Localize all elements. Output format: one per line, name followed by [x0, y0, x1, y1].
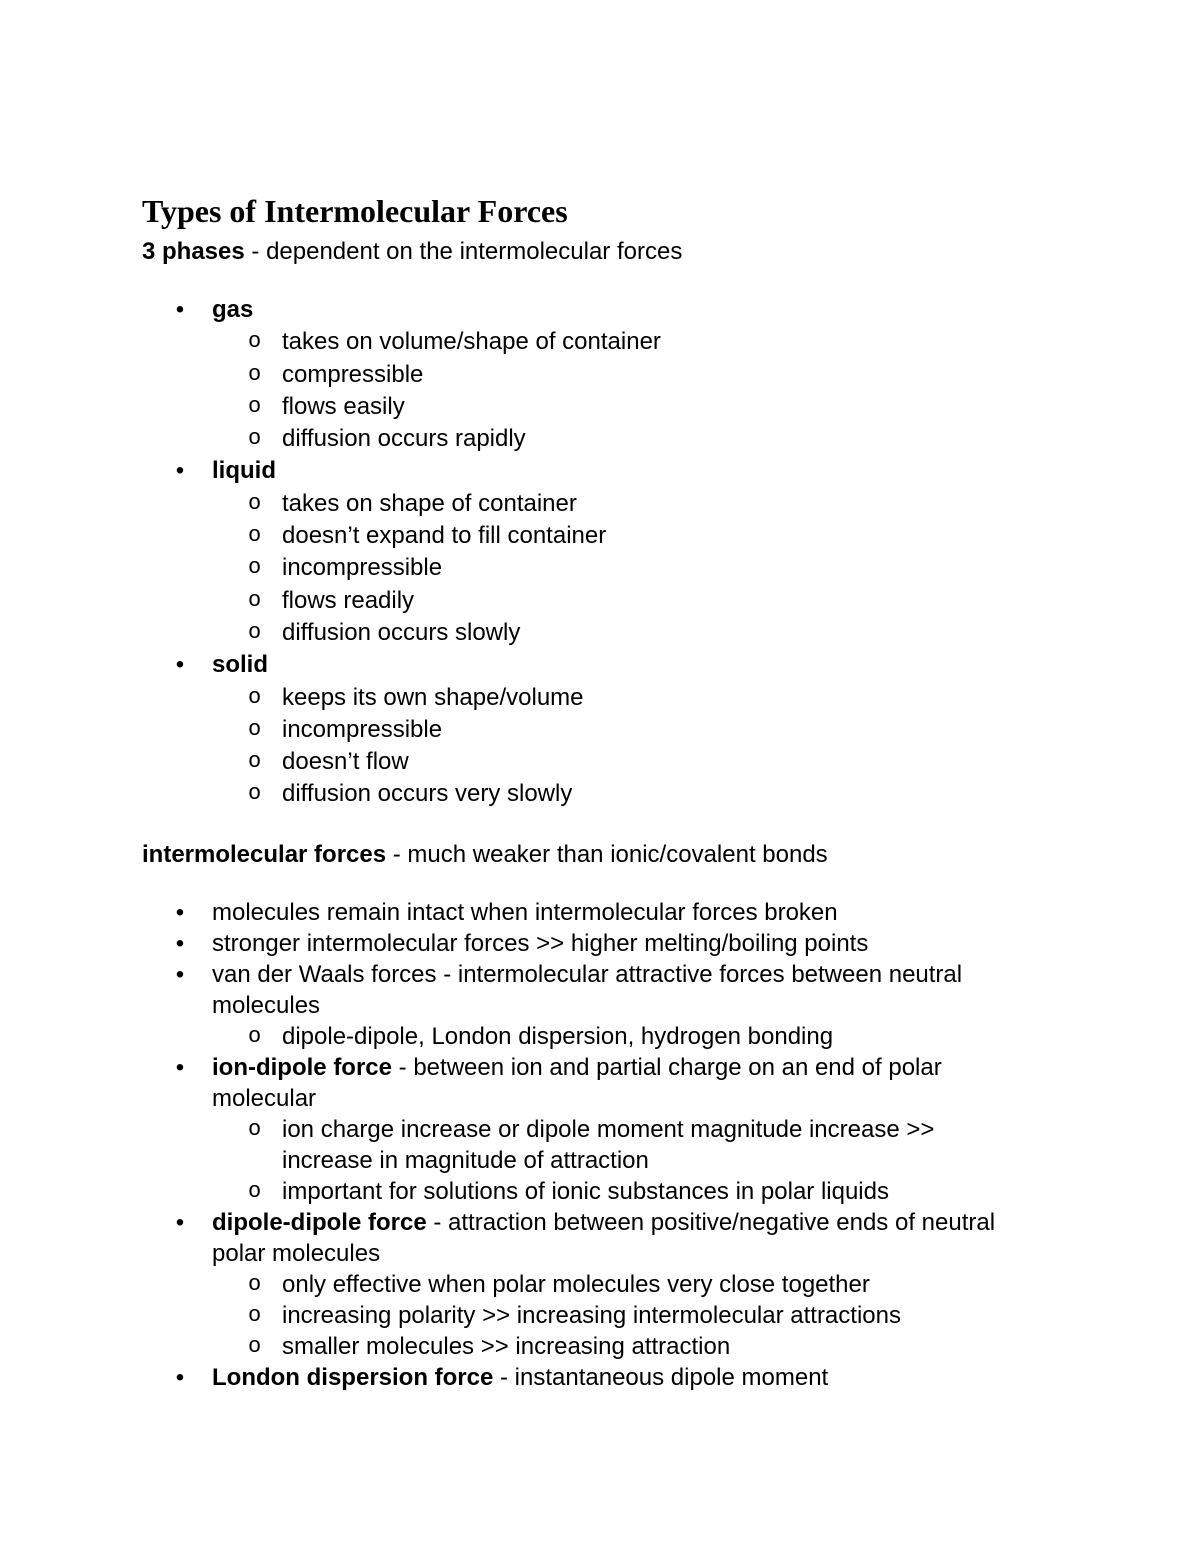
- phases-list: [0, 294, 1200, 811]
- phase-name: solid: [212, 651, 269, 679]
- circle-bullet-icon: o: [248, 361, 262, 387]
- circle-bullet-icon: o: [248, 1272, 262, 1297]
- circle-bullet-icon: o: [248, 684, 262, 710]
- force-term: dipole-dipole force: [212, 1209, 427, 1236]
- bullet-icon: •: [175, 1054, 185, 1081]
- phase-detail-text: diffusion occurs very slowly: [282, 780, 573, 808]
- phase-detail: [0, 326, 1022, 358]
- force-text: - instantaneous dipole moment: [493, 1364, 829, 1391]
- force-detail: [0, 1269, 1022, 1300]
- phase-detail: [0, 359, 1022, 391]
- force-item: [0, 928, 1052, 959]
- circle-bullet-icon: o: [248, 1179, 262, 1204]
- phase-item: [0, 294, 1052, 326]
- force-item: [0, 1052, 1052, 1114]
- force-item: [0, 1362, 1052, 1393]
- phase-detail-text: diffusion occurs rapidly: [282, 425, 526, 453]
- phase-detail: [0, 617, 1022, 649]
- phase-detail-text: flows readily: [282, 586, 415, 614]
- bullet-icon: •: [175, 1209, 185, 1236]
- force-text: - between ion and partial charge on an end of polar molecular: [212, 1054, 942, 1112]
- force-term: ion-dipole force: [212, 1054, 392, 1081]
- forces-list: [0, 897, 1200, 1393]
- force-item: [0, 959, 1052, 1021]
- circle-bullet-icon: o: [248, 1334, 262, 1359]
- circle-bullet-icon: o: [248, 1024, 262, 1049]
- circle-bullet-icon: o: [248, 1303, 262, 1328]
- phases-intro: [142, 236, 682, 268]
- bullet-icon: •: [175, 961, 185, 988]
- phase-detail-text: doesn’t flow: [282, 748, 409, 776]
- force-detail: [0, 1331, 1022, 1362]
- phase-item: [0, 455, 1052, 487]
- circle-bullet-icon: o: [248, 523, 262, 549]
- phase-name: liquid: [212, 457, 276, 485]
- phase-detail-text: flows easily: [282, 392, 405, 420]
- circle-bullet-icon: o: [248, 490, 262, 516]
- force-detail-text: ion charge increase or dipole moment magnitude increase >> increase in magnitude of attraction: [282, 1116, 935, 1174]
- bullet-icon: •: [175, 651, 185, 679]
- force-text: stronger intermolecular forces >> higher melting/boiling points: [212, 930, 869, 957]
- force-item: [0, 1207, 1052, 1269]
- force-detail: [0, 1114, 1022, 1176]
- force-detail-text: increasing polarity >> increasing intermolecular attractions: [282, 1302, 901, 1329]
- force-text: van der Waals forces - intermolecular attractive forces between neutral molecules: [212, 961, 963, 1019]
- force-detail: [0, 1021, 1022, 1052]
- phase-detail: [0, 778, 1022, 810]
- phase-detail: [0, 391, 1022, 423]
- phases-definition: - dependent on the intermolecular forces: [244, 238, 683, 265]
- circle-bullet-icon: o: [248, 781, 262, 807]
- circle-bullet-icon: o: [248, 749, 262, 775]
- phase-detail-text: incompressible: [282, 715, 443, 743]
- force-text: molecules remain intact when intermolecular forces broken: [212, 899, 838, 926]
- force-detail-text: important for solutions of ionic substances in polar liquids: [282, 1178, 889, 1205]
- phase-detail: [0, 423, 1022, 455]
- force-detail-text: only effective when polar molecules very close together: [282, 1271, 870, 1298]
- phase-detail-text: takes on shape of container: [282, 489, 577, 517]
- force-text: - attraction between positive/negative ends of neutral polar molecules: [212, 1209, 996, 1267]
- circle-bullet-icon: o: [248, 329, 262, 355]
- phase-detail: [0, 682, 1022, 714]
- phases-term: 3 phases: [142, 238, 245, 265]
- forces-definition: - much weaker than ionic/covalent bonds: [386, 841, 828, 868]
- page-title: Types of Intermolecular Forces: [142, 193, 568, 230]
- phase-detail: [0, 746, 1022, 778]
- phase-item: [0, 649, 1052, 681]
- phase-detail-text: diffusion occurs slowly: [282, 618, 521, 646]
- phase-detail: [0, 488, 1022, 520]
- phase-detail: [0, 714, 1022, 746]
- force-detail: [0, 1176, 1022, 1207]
- phase-detail-text: takes on volume/shape of container: [282, 328, 661, 356]
- phase-detail-text: doesn’t expand to fill container: [282, 522, 607, 550]
- circle-bullet-icon: o: [248, 1117, 262, 1142]
- circle-bullet-icon: o: [248, 393, 262, 419]
- phase-detail-text: compressible: [282, 360, 424, 388]
- force-detail-text: dipole-dipole, London dispersion, hydrogen bonding: [282, 1023, 834, 1050]
- forces-intro: [142, 839, 828, 871]
- force-term: London dispersion force: [212, 1364, 494, 1391]
- force-item: [0, 897, 1052, 928]
- circle-bullet-icon: o: [248, 426, 262, 452]
- bullet-icon: •: [175, 296, 185, 323]
- phase-detail-text: keeps its own shape/volume: [282, 683, 584, 711]
- forces-term: intermolecular forces: [142, 841, 387, 868]
- circle-bullet-icon: o: [248, 716, 262, 742]
- phase-detail: [0, 520, 1022, 552]
- circle-bullet-icon: o: [248, 587, 262, 613]
- bullet-icon: •: [175, 930, 185, 957]
- force-detail-text: smaller molecules >> increasing attraction: [282, 1333, 731, 1360]
- bullet-icon: •: [175, 1364, 185, 1391]
- circle-bullet-icon: o: [248, 619, 262, 645]
- bullet-icon: •: [175, 899, 185, 926]
- force-detail: [0, 1300, 1022, 1331]
- phase-name: gas: [212, 296, 254, 323]
- phase-detail-text: incompressible: [282, 554, 443, 582]
- phase-detail: [0, 585, 1022, 617]
- circle-bullet-icon: o: [248, 555, 262, 581]
- phase-detail: [0, 552, 1022, 584]
- bullet-icon: •: [175, 457, 185, 485]
